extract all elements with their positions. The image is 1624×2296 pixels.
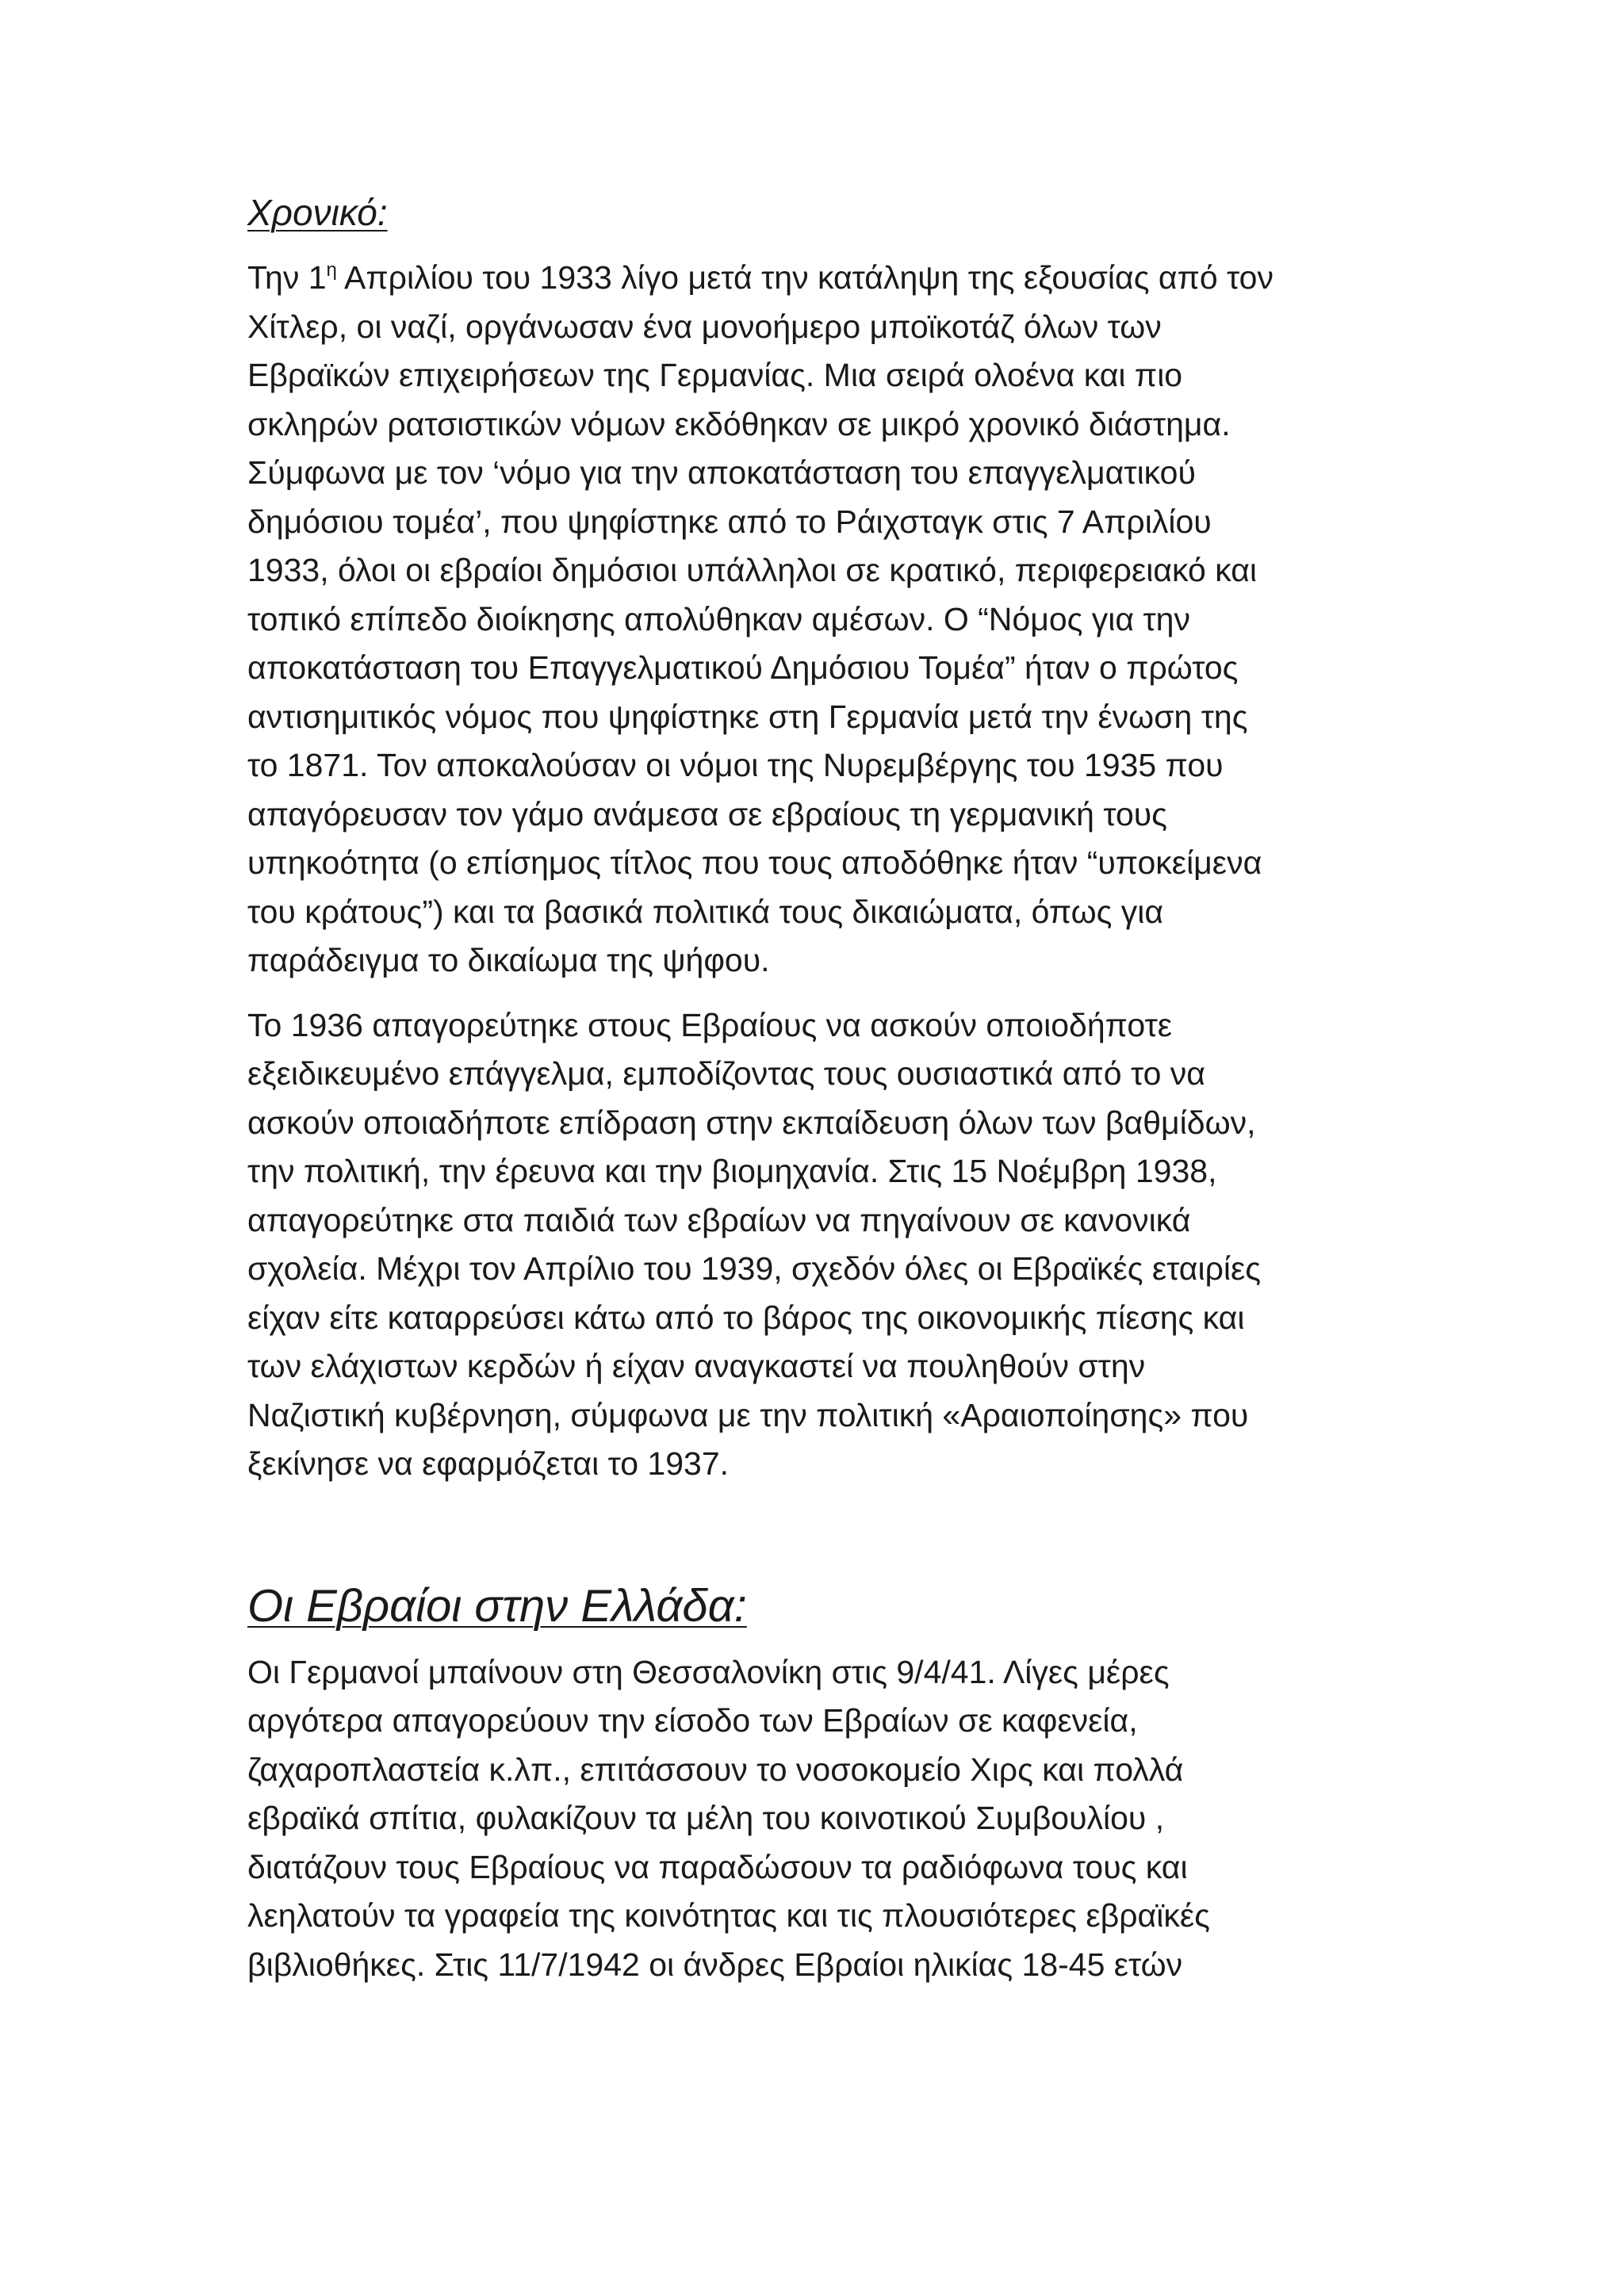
text-line: αντισημιτικός νόμος που ψηφίστηκε στη Γερμανία μετά την ένωση της	[247, 698, 1248, 735]
text-line: Οι Γερμανοί μπαίνουν στη Θεσσαλονίκη στις 9/4/41. Λίγες μέρες	[247, 1653, 1170, 1690]
text-fragment: Απριλίου του 1933 λίγο μετά την κατάληψη της εξουσίας από τον	[336, 259, 1274, 296]
paragraph-chronicle-1	[247, 254, 1405, 985]
text-line: αποκατάσταση του Επαγγελματικού Δημόσιου Τομέα” ήταν ο πρώτος	[247, 649, 1239, 686]
text-line: διατάζουν τους Εβραίους να παραδώσουν τα ραδιόφωνα τους και	[247, 1848, 1188, 1885]
text-line: σχολεία. Μέχρι τον Απρίλιο του 1939, σχεδόν όλες οι Εβραϊκές εταιρίες	[247, 1250, 1262, 1287]
text-line: εξειδικευμένο επάγγελμα, εμποδίζοντας τους ουσιαστικά από το να	[247, 1055, 1205, 1092]
paragraph-greece-1	[247, 1648, 1405, 1990]
text-line: Ναζιστική κυβέρνηση, σύμφωνα με την πολιτική «Αραιοποίησης» που	[247, 1396, 1249, 1433]
text-fragment: Την 1	[247, 259, 327, 296]
document-content	[247, 189, 1405, 1989]
text-line: απαγορεύτηκε στα παιδιά των εβραίων να πηγαίνουν σε κανονικά	[247, 1201, 1191, 1238]
text-line: εβραϊκά σπίτια, φυλακίζουν τα μέλη του κοινοτικού Συμβουλίου ,	[247, 1800, 1165, 1836]
text-line: παράδειγμα το δικαίωμα της ψήφου.	[247, 942, 770, 978]
text-line: Σύμφωνα με τον ‘νόμο για την αποκατάσταση του επαγγελματικού	[247, 454, 1196, 491]
text-line: του κράτους”) και τα βασικά πολιτικά τους δικαιώματα, όπως για	[247, 893, 1164, 930]
text-line: είχαν είτε καταρρεύσει κάτω από το βάρος της οικονομικής πίεσης και	[247, 1299, 1245, 1336]
text-line: σκληρών ρατσιστικών νόμων εκδόθηκαν σε μικρό χρονικό διάστημα.	[247, 405, 1231, 442]
text-line: ξεκίνησε να εφαρμόζεται το 1937.	[247, 1445, 730, 1482]
superscript: η	[326, 259, 337, 281]
text-line: των ελάχιστων κερδών ή είχαν αναγκαστεί να πουληθούν στην	[247, 1348, 1146, 1384]
text-line: το 1871. Τον αποκαλούσαν οι νόμοι της Νυρεμβέργης του 1935 που	[247, 747, 1224, 783]
text-line: δημόσιου τομέα’, που ψηφίστηκε από το Ράιχσταγκ στις 7 Απριλίου	[247, 503, 1212, 540]
text-line: την πολιτική, την έρευνα και την βιομηχανία. Στις 15 Νοέμβρη 1938,	[247, 1153, 1217, 1189]
section-spacer	[247, 1489, 1405, 1577]
text-line	[247, 254, 1405, 303]
text-line: 1933, όλοι οι εβραίοι δημόσιοι υπάλληλοι σε κρατικό, περιφερειακό και	[247, 552, 1258, 588]
section-heading-chronicle: Χρονικό:	[247, 192, 388, 233]
text-line: Χίτλερ, οι ναζί, οργάνωσαν ένα μονοήμερο μποϊκοτάζ όλων των	[247, 308, 1162, 345]
text-line: λεηλατούν τα γραφεία της κοινότητας και τις πλουσιότερες εβραϊκές	[247, 1897, 1210, 1934]
section-heading-jews-in-greece: Οι Εβραίοι στην Ελλάδα:	[247, 1579, 747, 1632]
text-line: βιβλιοθήκες. Στις 11/7/1942 οι άνδρες Εβραίοι ηλικίας 18-45 ετών	[247, 1946, 1183, 1983]
text-line: ζαχαροπλαστεία κ.λπ., επιτάσσουν το νοσοκομείο Χιρς και πολλά	[247, 1751, 1184, 1788]
text-line: Εβραϊκών επιχειρήσεων της Γερμανίας. Μια σειρά ολοένα και πιο	[247, 357, 1183, 393]
text-line: Το 1936 απαγορεύτηκε στους Εβραίους να ασκούν οποιοδήποτε	[247, 1006, 1173, 1043]
text-line: αργότερα απαγορεύουν την είσοδο των Εβραίων σε καφενεία,	[247, 1702, 1138, 1739]
text-line: τοπικό επίπεδο διοίκησης απολύθηκαν αμέσων. Ο “Νόμος για την	[247, 600, 1190, 637]
paragraph-chronicle-2	[247, 1001, 1405, 1489]
text-line: απαγόρευσαν τον γάμο ανάμεσα σε εβραίους τη γερμανική τους	[247, 795, 1167, 832]
text-line: ασκούν οποιαδήποτε επίδραση στην εκπαίδευση όλων των βαθμίδων,	[247, 1104, 1256, 1141]
text-line: υπηκοότητα (ο επίσημος τίτλος που τους αποδόθηκε ήταν “υποκείμενα	[247, 844, 1262, 881]
